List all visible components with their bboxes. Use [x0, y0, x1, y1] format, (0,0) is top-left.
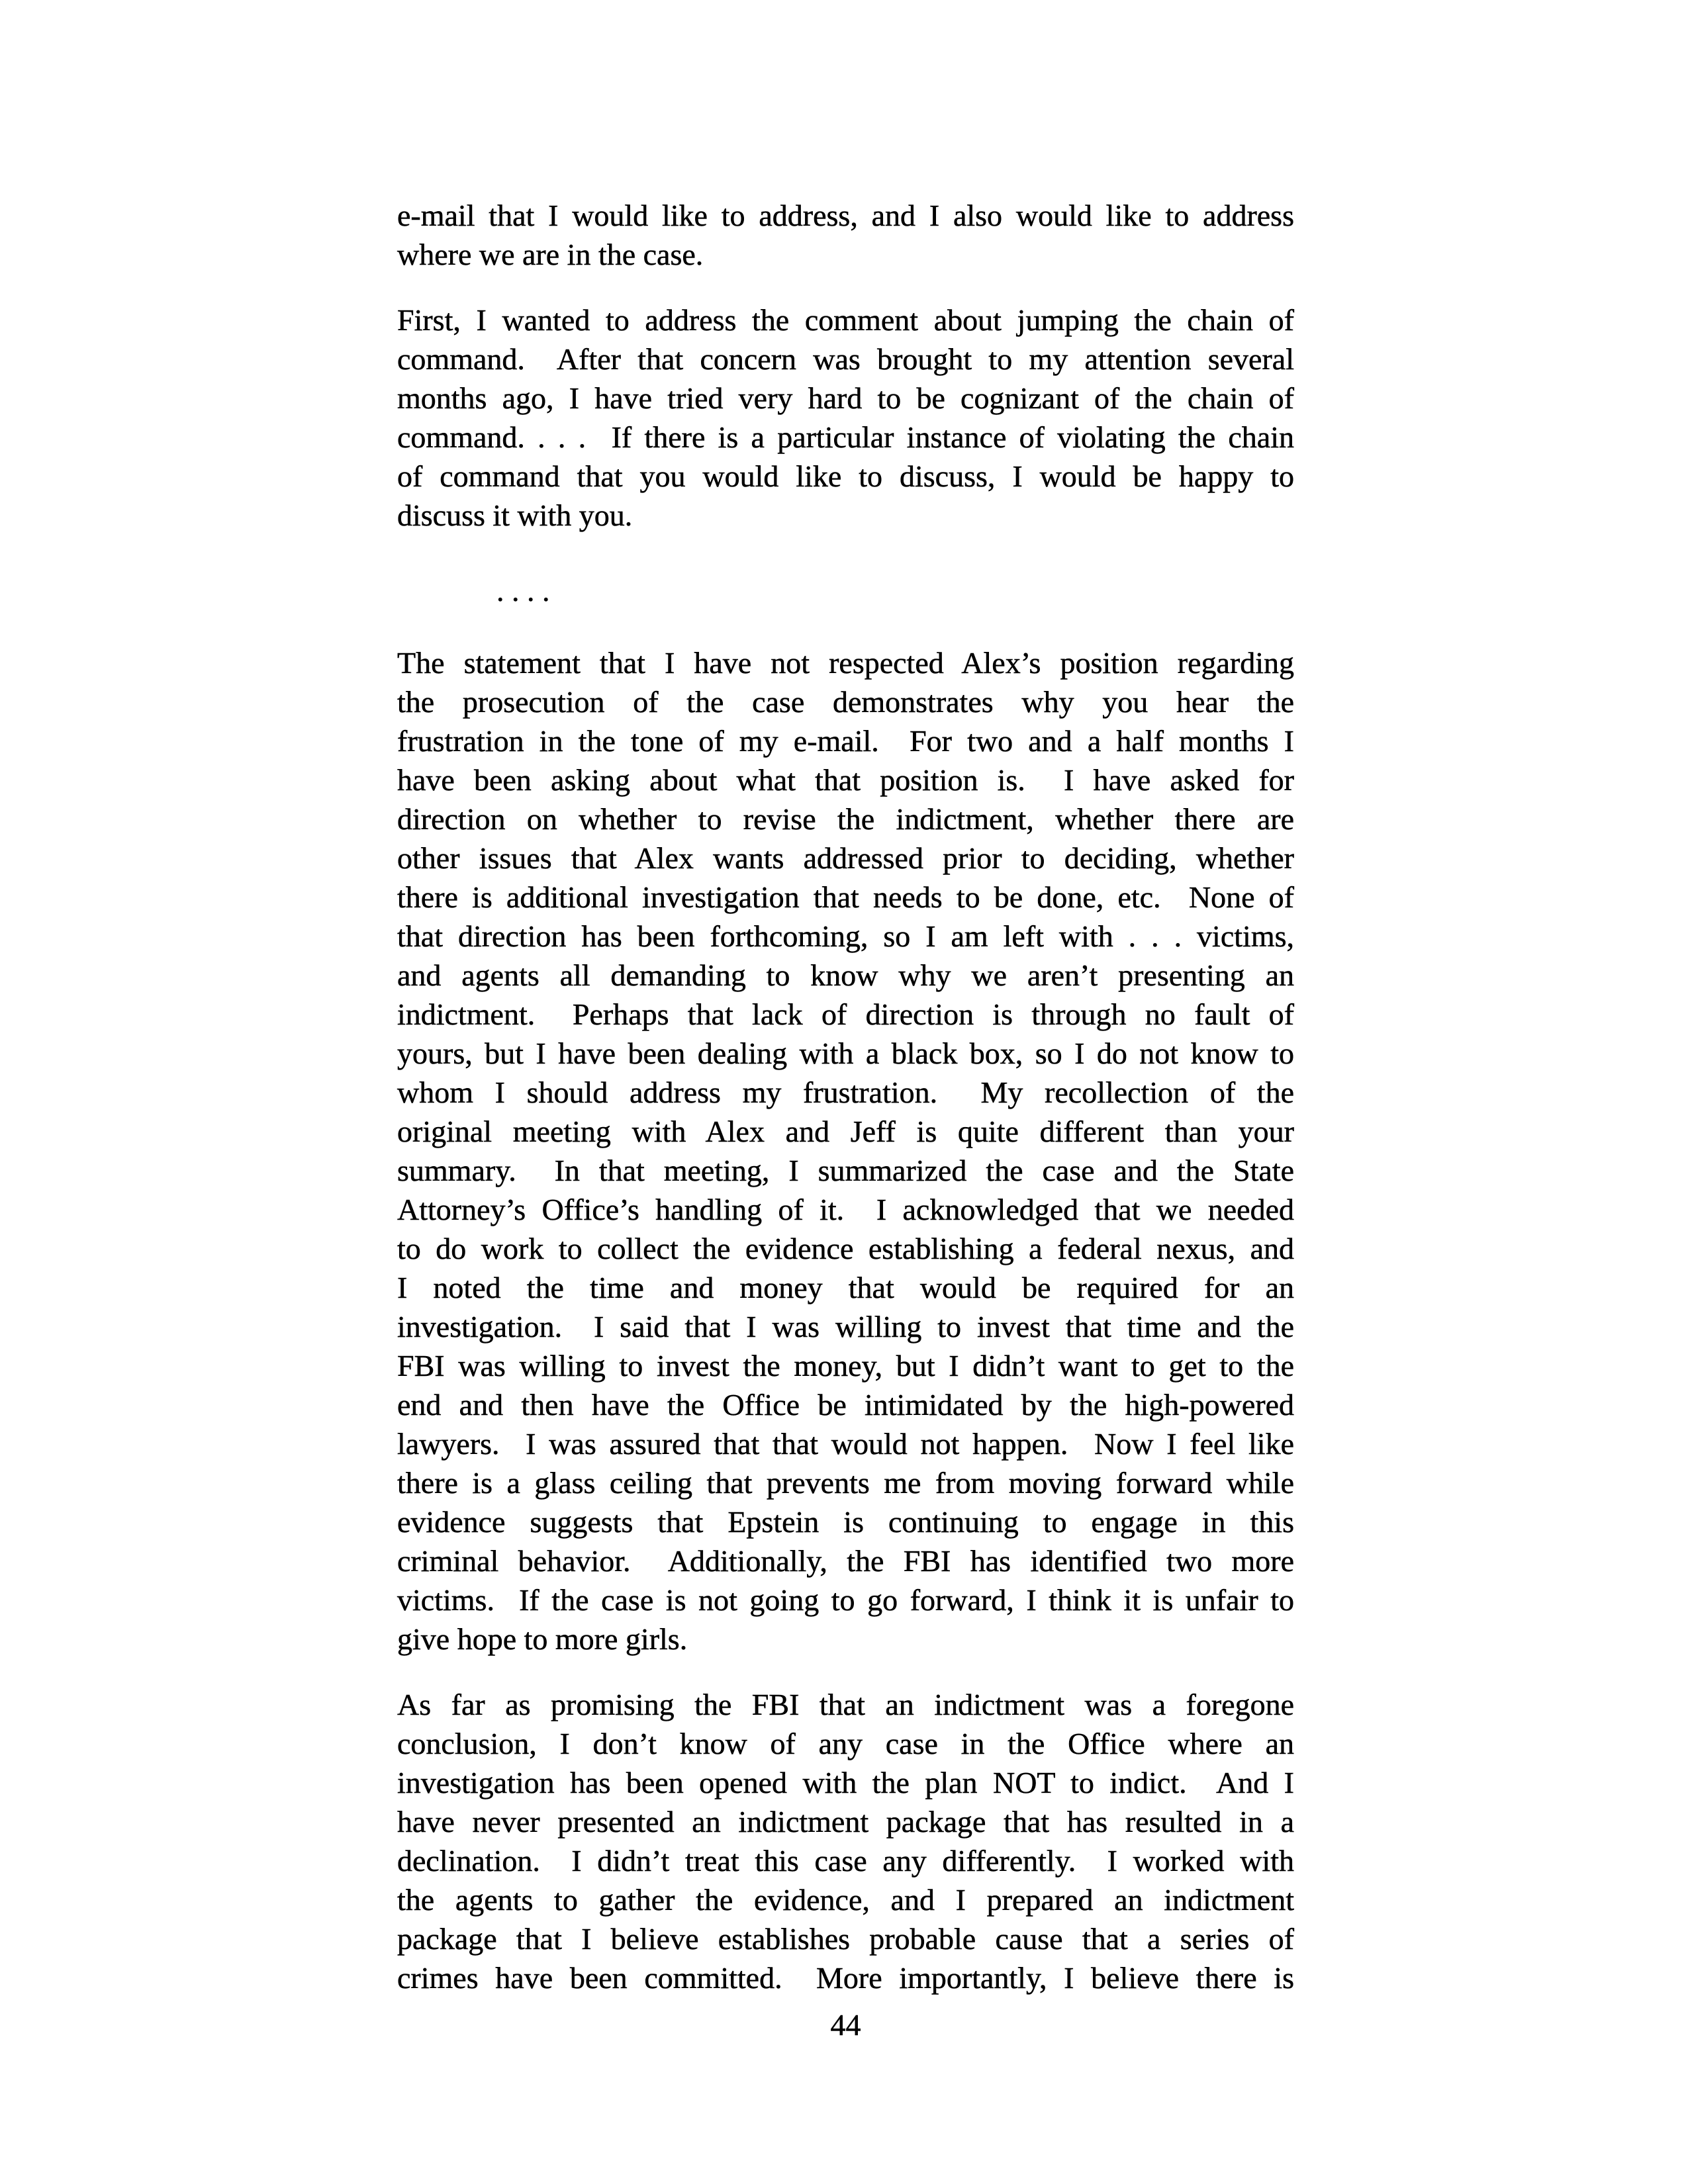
- text-line: discuss it with you.: [397, 498, 633, 532]
- text-line: e-mail that I would like to address, and I also would like to address: [397, 199, 1294, 232]
- page-number: 44: [830, 2008, 861, 2042]
- text-line: direction on whether to revise the indictment, whether there are: [397, 802, 1294, 836]
- text-line: FBI was willing to invest the money, but I didn’t want to get to the: [397, 1349, 1294, 1383]
- text-line: indictment. Perhaps that lack of direction is through no fault of: [397, 997, 1294, 1031]
- text-line: there is a glass ceiling that prevents me from moving forward while: [397, 1466, 1294, 1500]
- text-line: have never presented an indictment package that has resulted in a: [397, 1805, 1294, 1839]
- text-line: I noted the time and money that would be required for an: [397, 1271, 1294, 1304]
- text-line: summary. In that meeting, I summarized the case and the State: [397, 1154, 1294, 1187]
- text-line: the agents to gather the evidence, and I prepared an indictment: [397, 1883, 1294, 1917]
- paragraph-indictment-package: [397, 1685, 1294, 1997]
- text-line: investigation. I said that I was willing to invest that time and the: [397, 1310, 1294, 1343]
- text-line: crimes have been committed. More importantly, I believe there is: [397, 1961, 1294, 1995]
- text-line: give hope to more girls.: [397, 1622, 688, 1656]
- text-line: Attorney’s Office’s handling of it. I acknowledged that we needed: [397, 1193, 1294, 1226]
- text-line: months ago, I have tried very hard to be cognizant of the chain of: [397, 381, 1294, 415]
- text-line: declination. I didn’t treat this case any differently. I worked with: [397, 1844, 1294, 1878]
- text-line: evidence suggests that Epstein is continuing to engage in this: [397, 1505, 1294, 1539]
- text-line: end and then have the Office be intimidated by the high-powered: [397, 1388, 1294, 1422]
- paragraph-statement-frustration: [397, 643, 1294, 1659]
- text-line: original meeting with Alex and Jeff is quite different than your: [397, 1115, 1294, 1148]
- text-line: . . . .: [496, 574, 550, 608]
- text-line: criminal behavior. Additionally, the FBI has identified two more: [397, 1544, 1294, 1578]
- text-line: whom I should address my frustration. My recollection of the: [397, 1075, 1294, 1109]
- text-line: to do work to collect the evidence establishing a federal nexus, and: [397, 1232, 1294, 1265]
- text-line: lawyers. I was assured that that would not happen. Now I feel like: [397, 1427, 1294, 1461]
- text-line: frustration in the tone of my e-mail. For two and a half months I: [397, 724, 1294, 758]
- text-line: yours, but I have been dealing with a black box, so I do not know to: [397, 1036, 1294, 1070]
- paragraph-email-intro: [397, 196, 1294, 274]
- text-line: have been asking about what that position is. I have asked for: [397, 763, 1294, 797]
- text-line: As far as promising the FBI that an indictment was a foregone: [397, 1688, 1294, 1721]
- text-line: The statement that I have not respected Alex’s position regarding: [397, 646, 1294, 680]
- paragraph-chain-of-command: [397, 300, 1294, 535]
- quote-block: [397, 196, 1294, 2024]
- text-line: victims. If the case is not going to go forward, I think it is unfair to: [397, 1583, 1294, 1617]
- text-line: the prosecution of the case demonstrates why you hear the: [397, 685, 1294, 719]
- text-line: there is additional investigation that needs to be done, etc. None of: [397, 880, 1294, 914]
- text-line: conclusion, I don’t know of any case in the Office where an: [397, 1727, 1294, 1760]
- ellipsis-separator: [397, 571, 1294, 610]
- text-line: investigation has been opened with the plan NOT to indict. And I: [397, 1766, 1294, 1799]
- text-line: package that I believe establishes probable cause that a series of: [397, 1922, 1294, 1956]
- text-line: First, I wanted to address the comment about jumping the chain of: [397, 303, 1294, 337]
- text-line: command. After that concern was brought to my attention several: [397, 342, 1294, 376]
- text-line: of command that you would like to discuss, I would be happy to: [397, 459, 1294, 493]
- text-line: command. . . . If there is a particular instance of violating the chain: [397, 420, 1294, 454]
- text-line: where we are in the case.: [397, 238, 704, 271]
- text-line: other issues that Alex wants addressed prior to deciding, whether: [397, 841, 1294, 875]
- text-line: that direction has been forthcoming, so I am left with . . . victims,: [397, 919, 1294, 953]
- text-line: and agents all demanding to know why we aren’t presenting an: [397, 958, 1294, 992]
